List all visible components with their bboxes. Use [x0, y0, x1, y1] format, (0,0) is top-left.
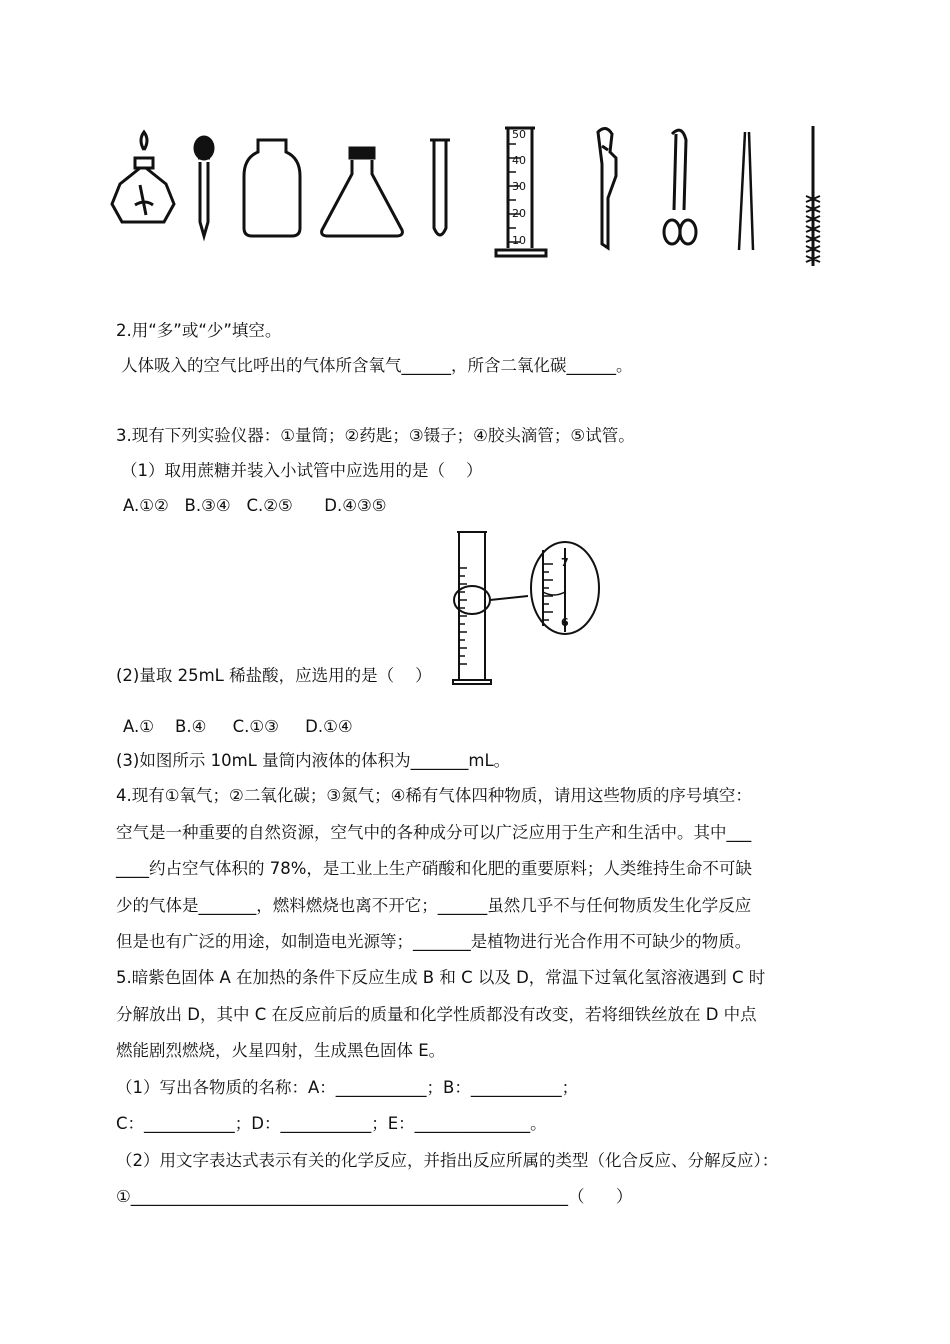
q4-line: ____约占空气体积的 78%，是工业上生产硝酸和化肥的重要原料；人类维持生命不可缺 — [116, 859, 752, 878]
q3-sub3: (3)如图所示 10mL 量筒内液体的体积为_______mL。 — [116, 751, 511, 770]
alcohol-lamp-icon — [112, 132, 174, 222]
q5-line: 分解放出 D，其中 C 在反应前后的质量和化学性质都没有改变，若将细铁丝放在 D 中点 — [116, 1005, 757, 1024]
q5-sub1a: （1）写出各物质的名称：A：___________；B：___________； — [116, 1078, 579, 1097]
conical-flask-icon — [322, 148, 403, 236]
q3-sub1-options: A.①② B.③④ C.②⑤ D.④③⑤ — [123, 496, 387, 515]
cylinder-reading-figure — [445, 528, 605, 688]
apparatus-illustrations — [0, 0, 950, 280]
q5-sub1b: C：___________；D：___________；E：______________。 — [116, 1114, 547, 1133]
zoom-mark: 7 — [561, 556, 569, 569]
q5-line: 5.暗紫色固体 A 在加热的条件下反应生成 B 和 C 以及 D，常温下过氧化氢溶液遇到 C 时 — [116, 968, 766, 987]
q5-line: 燃能剧烈燃烧，火星四射，生成黑色固体 E。 — [116, 1041, 446, 1060]
cylinder-mark: 50 — [512, 128, 526, 141]
q5-sub2: （2）用文字表达式表示有关的化学反应，并指出反应所属的类型（化合反应、分解反应）： — [116, 1151, 779, 1170]
test-tube-clamp-icon — [598, 128, 616, 248]
cylinder-mark: 10 — [512, 234, 526, 247]
crucible-tongs-icon — [664, 130, 696, 244]
q3-sub1: （1）取用蔗糖并装入小试管中应选用的是（ ） — [121, 461, 483, 480]
bottle-icon — [244, 140, 300, 236]
test-tube-brush-icon — [806, 126, 820, 266]
cylinder-mark: 20 — [512, 207, 526, 220]
q4-line: 少的气体是_______，燃料燃烧也离不开它；______虽然几乎不与任何物质发生化学反应 — [116, 896, 752, 915]
q2-title: 2.用“多”或“少”填空。 — [116, 321, 282, 340]
dropper-icon — [195, 137, 213, 236]
test-tube-icon — [430, 140, 450, 235]
cylinder-mark: 40 — [512, 154, 526, 167]
q3-sub2-options: A.① B.④ C.①③ D.①④ — [123, 717, 353, 736]
q3-title: 3.现有下列实验仪器：①量筒；②药匙；③镊子；④胶头滴管；⑤试管。 — [116, 426, 635, 445]
tweezers-icon — [739, 132, 753, 250]
q2-line: 人体吸入的空气比呼出的气体所含氧气______，所含二氧化碳______。 — [121, 356, 633, 375]
q3-sub2: (2)量取 25mL 稀盐酸，应选用的是（ ） — [116, 666, 432, 685]
cylinder-mark: 30 — [512, 180, 526, 193]
q4-line: 空气是一种重要的自然资源，空气中的各种成分可以广泛应用于生产和生活中。其中___ — [116, 823, 752, 842]
zoom-mark: 6 — [561, 616, 569, 629]
q4-line: 但是也有广泛的用途，如制造电光源等；_______是植物进行光合作用不可缺少的物质。 — [116, 932, 752, 951]
q5-sub2-item: ①_____________________________________________________（ ） — [116, 1187, 633, 1206]
q4-line: 4.现有①氧气；②二氧化碳；③氮气；④稀有气体四种物质，请用这些物质的序号填空： — [116, 786, 752, 805]
